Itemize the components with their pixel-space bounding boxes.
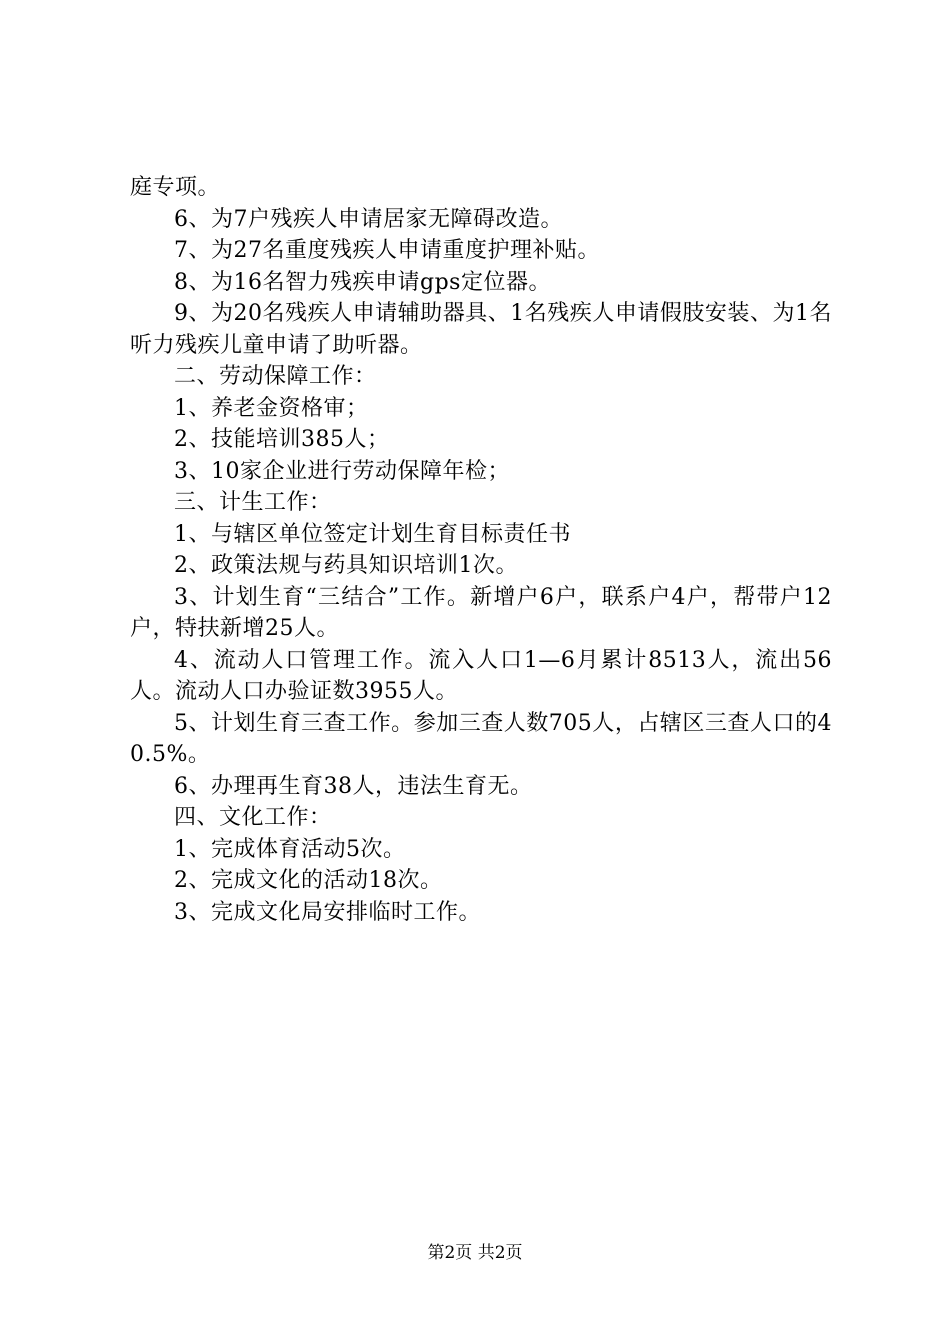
paragraph: 1、完成体育活动5次。 <box>174 836 406 862</box>
document-body <box>130 172 832 928</box>
paragraph: 3、计划生育“三结合”工作。新增户6户，联系户4户，帮带户12户，特扶新增25人。 <box>130 584 832 641</box>
paragraph: 6、为7户残疾人申请居家无障碍改造。 <box>174 206 563 232</box>
paragraph: 3、10家企业进行劳动保障年检； <box>174 458 510 484</box>
paragraph: 庭专项。 <box>130 175 221 200</box>
paragraph: 1、养老金资格审； <box>174 395 369 421</box>
paragraph: 4、流动人口管理工作。流入人口1—6月累计8513人，流出56人。流动人口办验证数3955人。 <box>130 647 832 704</box>
page-footer <box>0 1241 950 1265</box>
paragraph: 9、为20名残疾人申请辅助器具、1名残疾人申请假肢安装、为1名听力残疾儿童申请了助听器。 <box>130 301 832 358</box>
paragraph: 7、为27名重度残疾人申请重度护理补贴。 <box>174 238 600 263</box>
paragraph: 1、与辖区单位签定计划生育目标责任书 <box>174 521 571 547</box>
section-heading: 二、劳动保障工作： <box>174 364 377 389</box>
paragraph: 6、办理再生育38人，违法生育无。 <box>174 773 533 799</box>
paragraph: 2、政策法规与药具知识培训1次。 <box>174 553 518 578</box>
section-heading: 三、计生工作： <box>174 490 332 515</box>
page-number-label: 第2页 共2页 <box>427 1243 523 1263</box>
paragraph: 2、完成文化的活动18次。 <box>174 868 443 893</box>
paragraph: 8、为16名智力残疾申请gps定位器。 <box>174 269 551 295</box>
paragraph: 5、计划生育三查工作。参加三查人数705人，占辖区三查人口的40.5%。 <box>130 710 832 767</box>
paragraph: 2、技能培训385人； <box>174 427 390 452</box>
paragraph: 3、完成文化局安排临时工作。 <box>174 899 481 925</box>
section-heading: 四、文化工作： <box>174 805 332 830</box>
